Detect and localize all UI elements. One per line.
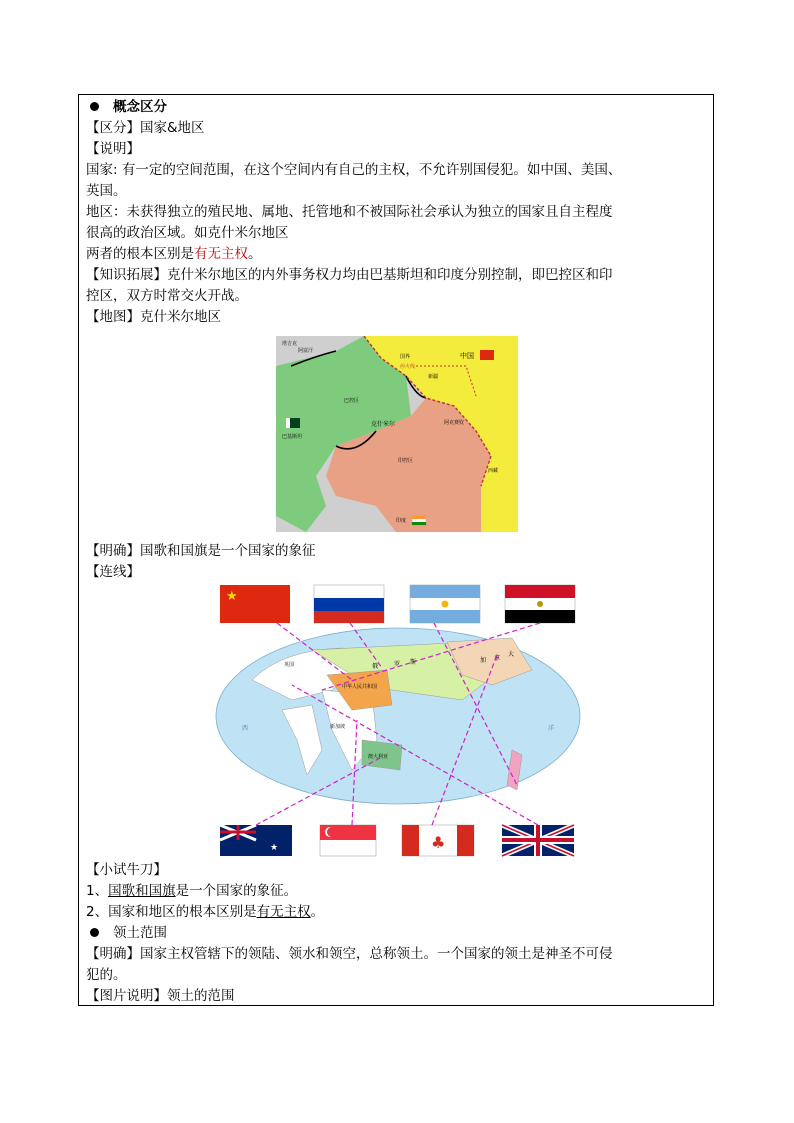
- extension-1: 【知识拓展】克什米尔地区的内外事务权力均由巴基斯坦和印度分别控制，即巴控区和印: [86, 267, 613, 283]
- australia-map-label: 澳大利亚: [368, 754, 389, 760]
- china-map-label: 中华人民共和国: [342, 684, 378, 690]
- egypt-flag[interactable]: [505, 585, 575, 623]
- canada-flag[interactable]: [402, 825, 474, 856]
- country-definition-2: 英国。: [86, 183, 127, 199]
- ind-zone-label: 印控区: [398, 458, 414, 464]
- q1-answer: 国歌和国旗: [108, 883, 176, 899]
- svg-text:★: ★: [226, 589, 238, 604]
- territory-clarify-2: 犯的。: [86, 967, 127, 983]
- quiz-q1: [86, 881, 297, 901]
- section-heading: [86, 97, 167, 117]
- china-flag[interactable]: [220, 585, 290, 623]
- figure-note: 【图片说明】领土的范围: [86, 988, 235, 1004]
- q2-prefix: 2、国家和地区的根本区别是: [86, 904, 257, 920]
- difference-key: 有无主权: [194, 246, 248, 262]
- svg-text:★: ★: [270, 843, 279, 853]
- explain-label: 【说明】: [86, 141, 140, 157]
- kashmir-label: 克什米尔: [371, 421, 396, 428]
- quiz-q2: [86, 902, 324, 922]
- russia-flag[interactable]: [314, 585, 384, 623]
- bullet-icon: [90, 928, 99, 937]
- tajik-label: 塔吉克: [282, 341, 298, 347]
- argentina-flag[interactable]: [410, 585, 480, 623]
- q1-number: 1、: [86, 883, 109, 899]
- xizang-label: 西藏: [488, 468, 499, 474]
- xinjiang-label: 新疆: [428, 374, 439, 380]
- aksai-label: 阿克赛钦: [444, 420, 465, 426]
- uk-flag[interactable]: [502, 825, 574, 856]
- region-definition-2: 很高的政治区域。如克什米尔地区: [86, 225, 289, 241]
- matching-label: 【连线】: [86, 564, 140, 580]
- q1-suffix: 是一个国家的象征。: [175, 883, 298, 899]
- canada-label-c: 大: [508, 651, 515, 658]
- difference-prefix: 两者的根本区别是: [86, 246, 194, 262]
- canada-label-b: 拿: [494, 655, 501, 662]
- bullet-icon: [90, 102, 99, 111]
- ocean-label-east: 洋: [548, 725, 555, 732]
- pak-zone-label: 巴控区: [344, 398, 360, 404]
- russia-label-a: 俄: [372, 663, 379, 670]
- region-definition-1: 地区：未获得独立的殖民地、属地、托管地和不被国际社会承认为独立的国家且自主程度: [86, 204, 613, 220]
- singapore-flag[interactable]: [320, 825, 376, 856]
- ocean-label-west: 西: [242, 725, 249, 732]
- q2-answer: 有无主权: [256, 904, 311, 920]
- quiz-label: 【小试牛刀】: [86, 862, 167, 878]
- legend-border: 国界: [400, 354, 411, 360]
- pakistan-label: 巴基斯坦: [282, 434, 303, 440]
- difference-suffix: 。: [248, 246, 262, 262]
- legend-ceasefire: 停火线: [400, 364, 416, 370]
- russia-label-b: 罗: [394, 661, 401, 668]
- kashmir-map: [276, 336, 518, 532]
- clarify-line: 【明确】国歌和国旗是一个国家的象征: [86, 543, 316, 559]
- distinguish-line: 【区分】国家&地区: [86, 120, 205, 136]
- difference-line: [86, 244, 262, 264]
- svg-text:♣: ♣: [431, 833, 446, 852]
- territory-heading-text: 领土范围: [113, 925, 167, 941]
- australia-flag[interactable]: [220, 825, 292, 856]
- russia-label-c: 斯: [410, 659, 417, 666]
- singapore-map-label: 新加坡: [330, 724, 346, 730]
- flag-matching-figure: [212, 580, 584, 860]
- china-label: 中国: [460, 352, 474, 360]
- map-title: 【地图】克什米尔地区: [86, 309, 221, 325]
- heading-text: 概念区分: [113, 99, 167, 115]
- territory-clarify-1: 【明确】国家主权管辖下的领陆、领水和领空，总称领土。一个国家的领土是神圣不可侵: [86, 946, 613, 962]
- extension-2: 控区，双方时常交火开战。: [86, 288, 248, 304]
- territory-heading: [86, 923, 167, 943]
- canada-label-a: 加: [480, 657, 487, 664]
- uk-map-label: 英国: [284, 662, 295, 668]
- q2-suffix: 。: [310, 904, 325, 920]
- india-label: 印度: [396, 518, 407, 524]
- afghan-label: 阿富汗: [298, 348, 314, 354]
- country-definition-1: 国家: 有一定的空间范围，在这个空间内有自己的主权，不允许别国侵犯。如中国、美国、: [86, 162, 622, 178]
